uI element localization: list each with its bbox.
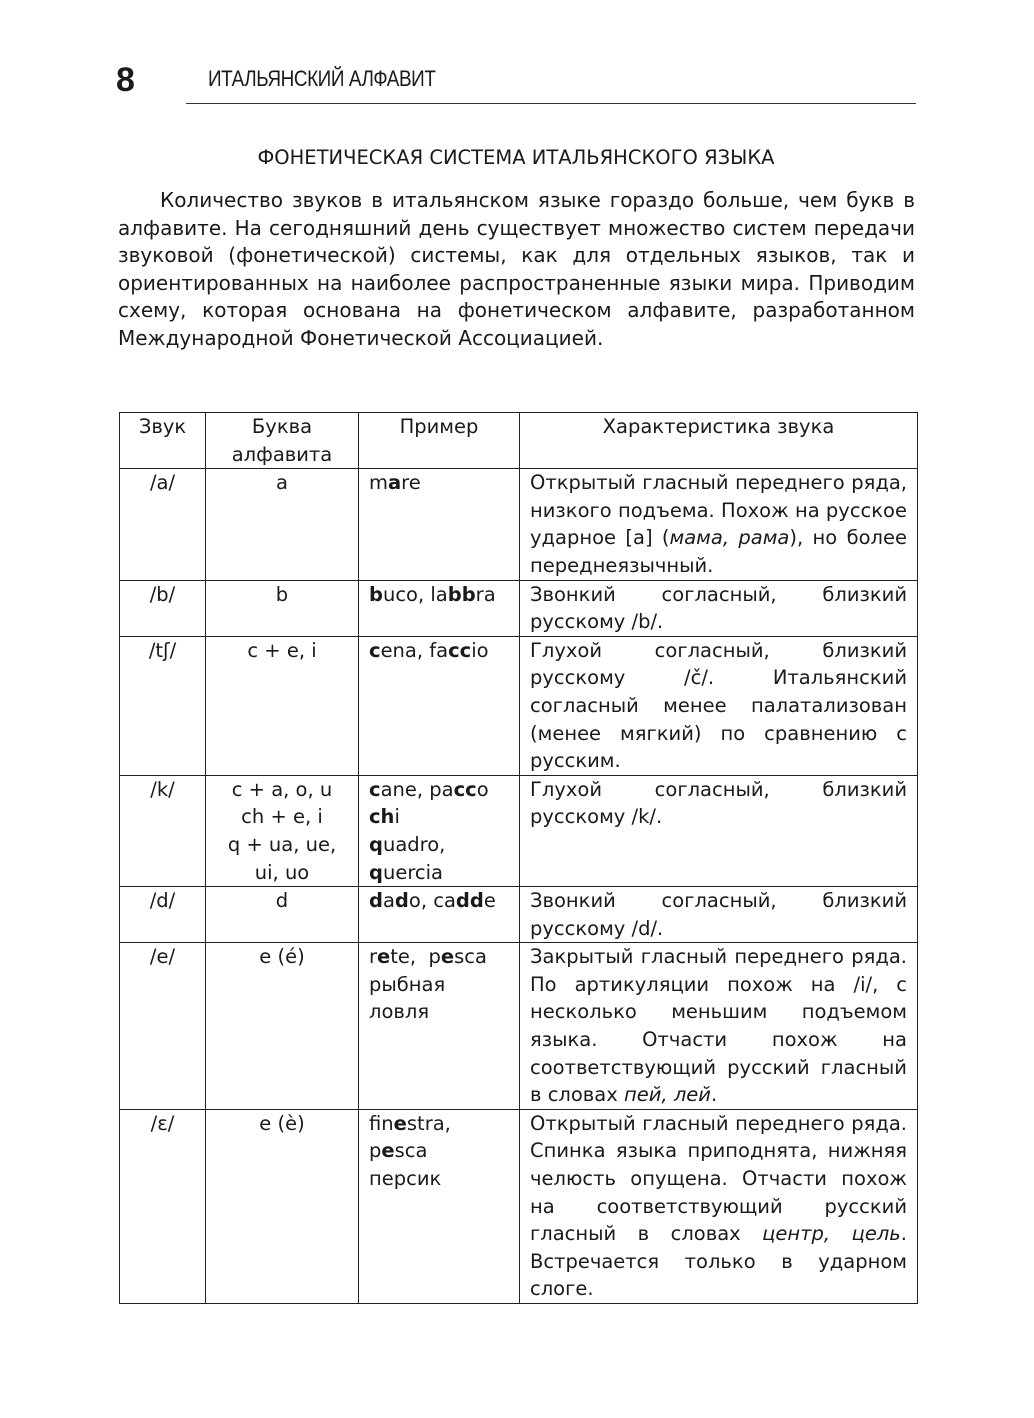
header-rule bbox=[186, 103, 916, 104]
page-number: 8 bbox=[116, 61, 135, 99]
example-highlight: q bbox=[369, 832, 383, 856]
example-line bbox=[369, 1165, 515, 1193]
example-line bbox=[369, 803, 515, 831]
cell-sound: /e/ bbox=[120, 943, 206, 1110]
example-line bbox=[369, 831, 515, 859]
cell-example bbox=[359, 469, 520, 580]
description-text: Звонкий согласный, близкий русскому /b/. bbox=[530, 582, 907, 634]
letter-line: e (è) bbox=[259, 1111, 305, 1135]
description-text: Глухой согласный, близкий русскому /č/. Итальянский согласный менее палатализован (менее мягкий) по сравнению с русским. bbox=[530, 638, 907, 773]
example-text: sca bbox=[394, 1139, 428, 1163]
cell-description bbox=[520, 887, 918, 943]
description-text: . Встречается только в ударном слоге. bbox=[530, 1222, 907, 1301]
description-text: Глухой согласный, близкий русскому /k/. bbox=[530, 777, 907, 829]
letter-line: d bbox=[275, 889, 289, 913]
intro-paragraph: Количество звуков в итальянском языке гораздо больше, чем букв в алфавите. На сегодняшний день существует множество систем передачи звуковой (фонетической) системы, как для отдельных языков, так и ориентированных на наиболее распространенные языки мира. Приводим схему, которая основана на фонетическом алфавите, разработанном Международной Фонетической Ассоциацией. bbox=[118, 188, 915, 350]
example-text: o bbox=[476, 777, 489, 801]
example-text: te, p bbox=[390, 945, 441, 969]
example-text: e bbox=[483, 889, 496, 913]
example-highlight: bb bbox=[447, 582, 476, 606]
table-row bbox=[120, 775, 918, 886]
example-line bbox=[369, 581, 515, 609]
description-text: Закрытый гласный переднего ряда. По артикуляции похож на /i/, с несколько меньшим подъемом языка. Отчасти похож на соответствующий русский гласный в словах bbox=[530, 945, 907, 1107]
description-italic: мама, рама bbox=[669, 526, 790, 550]
example-text: r bbox=[369, 945, 378, 969]
example-text: fin bbox=[369, 1111, 394, 1135]
example-text: uadro, bbox=[382, 832, 446, 856]
example-text: ra bbox=[475, 582, 496, 606]
example-text: ane, pa bbox=[380, 777, 454, 801]
letter-line: b bbox=[275, 582, 289, 606]
example-line bbox=[369, 943, 515, 971]
example-highlight: ch bbox=[369, 805, 395, 829]
example-highlight: cc bbox=[448, 638, 472, 662]
cell-description bbox=[520, 775, 918, 886]
description-text: Открытый гласный переднего ряда. Спинка языка приподнята, нижняя челюсть опущена. Отчасти похож на соответствующий русский гласный в словах bbox=[530, 1111, 907, 1246]
table-row bbox=[120, 943, 918, 1110]
example-text: p bbox=[369, 1139, 382, 1163]
cell-sound: /k/ bbox=[120, 775, 206, 886]
example-highlight: e bbox=[377, 945, 391, 969]
description-italic: центр, цель bbox=[762, 1222, 901, 1246]
cell-letter bbox=[206, 1109, 359, 1303]
example-line bbox=[369, 776, 515, 804]
example-highlight: dd bbox=[455, 889, 484, 913]
example-text: re bbox=[401, 471, 421, 495]
example-highlight: q bbox=[369, 860, 383, 884]
example-text: ловля bbox=[369, 1000, 430, 1024]
example-highlight: d bbox=[369, 889, 383, 913]
example-text: a bbox=[382, 889, 395, 913]
example-text: персик bbox=[369, 1167, 442, 1191]
example-line bbox=[369, 998, 515, 1026]
example-text: stra, bbox=[406, 1111, 451, 1135]
example-text: uco, la bbox=[382, 582, 448, 606]
example-line bbox=[369, 887, 515, 915]
example-highlight: b bbox=[369, 582, 383, 606]
cell-sound: /tʃ/ bbox=[120, 636, 206, 775]
cell-letter bbox=[206, 943, 359, 1110]
table-header-row bbox=[120, 413, 918, 469]
header-sound: Звук bbox=[120, 413, 206, 469]
table-row bbox=[120, 1109, 918, 1303]
header-letter: Буква алфавита bbox=[206, 413, 359, 469]
table-row bbox=[120, 887, 918, 943]
example-text: uercia bbox=[382, 860, 444, 884]
letter-line: a bbox=[276, 471, 288, 495]
section-title: ФОНЕТИЧЕСКАЯ СИСТЕМА ИТАЛЬЯНСКОГО ЯЗЫКА bbox=[257, 146, 775, 169]
table-row bbox=[120, 469, 918, 580]
example-highlight: a bbox=[388, 471, 402, 495]
cell-description bbox=[520, 1109, 918, 1303]
phonetic-table bbox=[119, 412, 918, 1304]
example-highlight: d bbox=[394, 889, 409, 913]
cell-example bbox=[359, 887, 520, 943]
cell-letter bbox=[206, 469, 359, 580]
cell-example bbox=[359, 775, 520, 886]
table-row bbox=[120, 636, 918, 775]
description-italic: пей, лей bbox=[624, 1083, 711, 1107]
cell-sound: /a/ bbox=[120, 469, 206, 580]
example-text: o, ca bbox=[408, 889, 456, 913]
description-text: Открытый гласный переднего ряда, низкого подъема. Похож на русское ударное [а] ( bbox=[530, 471, 907, 550]
description-text: ), но более переднеязычный. bbox=[530, 526, 907, 577]
cell-example bbox=[359, 1109, 520, 1303]
cell-description bbox=[520, 636, 918, 775]
example-text: рыбная bbox=[369, 972, 446, 996]
cell-letter bbox=[206, 636, 359, 775]
description-text: . bbox=[710, 1083, 718, 1107]
example-highlight: e bbox=[393, 1111, 407, 1135]
letter-line: ui, uo bbox=[254, 860, 310, 884]
letter-line: c + e, i bbox=[247, 638, 317, 662]
example-line bbox=[369, 637, 515, 665]
cell-description bbox=[520, 469, 918, 580]
example-highlight: c bbox=[369, 777, 381, 801]
example-highlight: e bbox=[381, 1139, 395, 1163]
description-text: Звонкий согласный, близкий русскому /d/. bbox=[530, 889, 907, 940]
letter-line: q + ua, ue, bbox=[227, 832, 337, 856]
cell-example bbox=[359, 943, 520, 1110]
example-line bbox=[369, 859, 515, 887]
letter-line: e (é) bbox=[259, 945, 305, 969]
cell-sound: /ɛ/ bbox=[120, 1109, 206, 1303]
running-title: ИТАЛЬЯНСКИЙ АЛФАВИТ bbox=[208, 66, 436, 91]
cell-description bbox=[520, 943, 918, 1110]
cell-example bbox=[359, 580, 520, 636]
letter-line: ch + e, i bbox=[241, 805, 323, 829]
example-highlight: cc bbox=[453, 777, 477, 801]
example-line bbox=[369, 1137, 515, 1165]
cell-letter bbox=[206, 580, 359, 636]
example-highlight: e bbox=[440, 945, 455, 969]
header-description: Характеристика звука bbox=[520, 413, 918, 469]
letter-line: c + a, o, u bbox=[231, 777, 333, 801]
example-text: m bbox=[369, 471, 388, 495]
cell-sound: /d/ bbox=[120, 887, 206, 943]
cell-description bbox=[520, 580, 918, 636]
example-text: ena, fa bbox=[380, 638, 449, 662]
example-line bbox=[369, 469, 515, 497]
cell-sound: /b/ bbox=[120, 580, 206, 636]
cell-example bbox=[359, 636, 520, 775]
example-text: sca bbox=[454, 945, 487, 969]
table-row bbox=[120, 580, 918, 636]
example-line bbox=[369, 971, 515, 999]
cell-letter bbox=[206, 775, 359, 886]
example-line bbox=[369, 1110, 515, 1138]
example-text: io bbox=[471, 638, 489, 662]
header-example: Пример bbox=[359, 413, 520, 469]
example-text: i bbox=[394, 805, 400, 829]
table-body bbox=[120, 469, 918, 1304]
cell-letter bbox=[206, 887, 359, 943]
example-highlight: c bbox=[369, 638, 381, 662]
